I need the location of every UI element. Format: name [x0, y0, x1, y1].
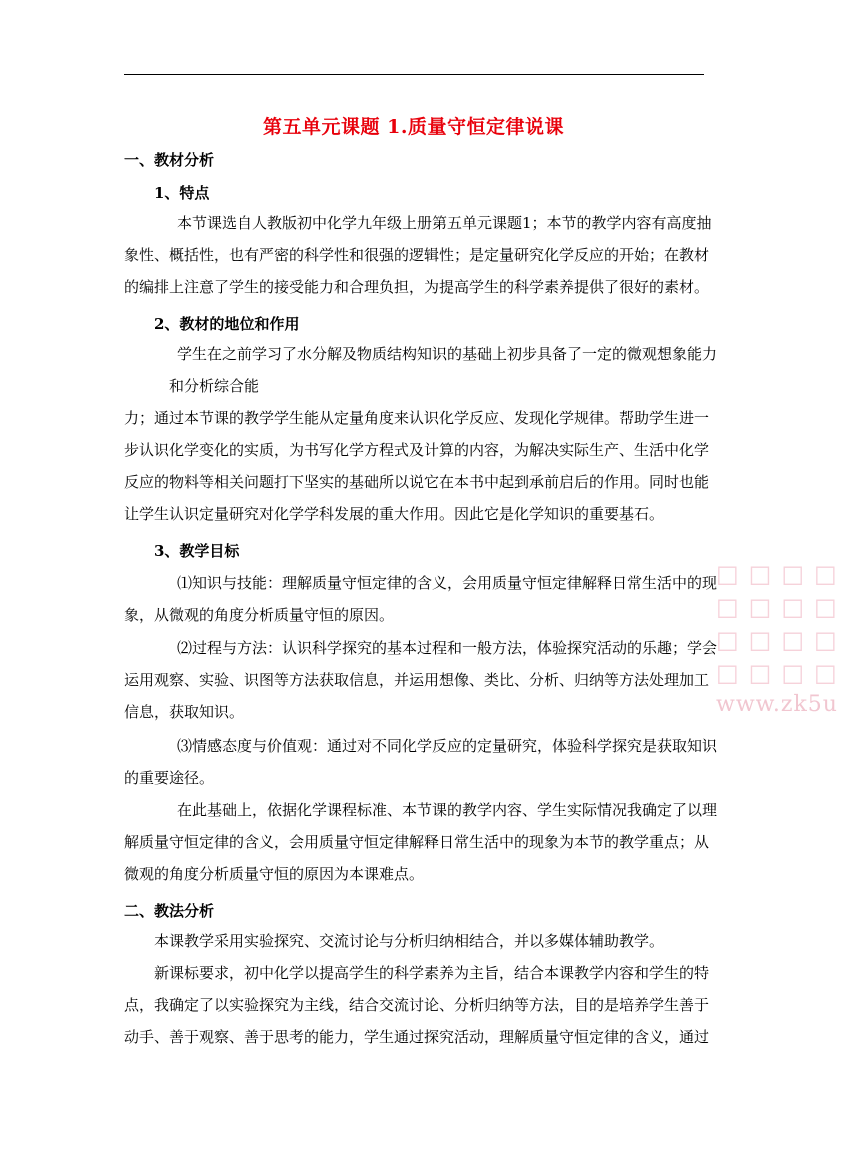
text-line: 反应的物料等相关问题打下坚实的基础所以说它在本书中起到承前启后的作用。同时也能 — [124, 473, 710, 491]
text-line: 和分析综合能 — [169, 377, 260, 395]
subheading-features: 1、特点 — [154, 184, 210, 202]
watermark-glyph-row: □□□□ — [716, 659, 847, 687]
text-line: 象性、概括性，也有严密的科学性和很强的逻辑性；是定量研究化学反应的开始；在教材 — [124, 246, 710, 264]
paragraph-features — [124, 207, 712, 303]
text-line: 运用观察、实验、识图等方法获取信息，并运用想像、类比、分析、归纳等方法处理加工 — [124, 671, 710, 689]
watermark-glyph-row: □□□□ — [716, 626, 847, 654]
paragraph-position-role — [124, 338, 718, 530]
section-heading-teaching-method: 二、教法分析 — [124, 902, 215, 920]
subheading-teaching-goals: 3、教学目标 — [154, 542, 240, 560]
text-line: ⑵过程与方法：认识科学探究的基本过程和一般方法，体验探究活动的乐趣；学会 — [177, 639, 718, 657]
subheading-position-role: 2、教材的地位和作用 — [154, 315, 300, 333]
text-line: 的重要途径。 — [124, 769, 215, 787]
text-line: 力；通过本节课的教学学生能从定量角度来认识化学反应、发现化学规律。帮助学生进一 — [124, 409, 710, 427]
text-line: ⑴知识与技能：理解质量守恒定律的含义，会用质量守恒定律解释日常生活中的现 — [177, 574, 718, 592]
text-line: 解质量守恒定律的含义，会用质量守恒定律解释日常生活中的现象为本节的教学重点；从 — [124, 833, 710, 851]
text-line: 点，我确定了以实验探究为主线，结合交流讨论、分析归纳等方法，目的是培养学生善于 — [124, 996, 710, 1014]
text-line: 微观的角度分析质量守恒的原因为本课难点。 — [124, 865, 425, 883]
text-line: 的编排上注意了学生的接受能力和合理负担，为提高学生的科学素养提供了很好的素材。 — [124, 278, 710, 296]
text-line: 动手、善于观察、善于思考的能力，学生通过探究活动，理解质量守恒定律的含义，通过 — [124, 1028, 710, 1046]
watermark-url: www.zk5u — [716, 692, 838, 717]
text-line: 新课标要求，初中化学以提高学生的科学素养为主旨，结合本课教学内容和学生的特 — [154, 964, 710, 982]
text-line: 本课教学采用实验探究、交流讨论与分析归纳相结合，并以多媒体辅助教学。 — [154, 932, 665, 950]
paragraph-method-intro — [124, 925, 704, 957]
watermark-glyph-row: □□□□ — [716, 593, 847, 621]
text-line: 象，从微观的角度分析质量守恒的原因。 — [124, 606, 395, 624]
paragraph-goal-process — [124, 632, 718, 728]
text-line: 在此基础上，依据化学课程标准、本节课的教学内容、学生实际情况我确定了以理 — [177, 801, 718, 819]
text-line: 信息，获取知识。 — [124, 703, 245, 721]
text-line: 让学生认识定量研究对化学学科发展的重大作用。因此它是化学知识的重要基石。 — [124, 505, 665, 523]
document-title: 第五单元课题 1.质量守恒定律说课 — [263, 116, 564, 138]
paragraph-method-detail — [124, 957, 710, 1053]
section-heading-textbook-analysis: 一、教材分析 — [124, 151, 215, 169]
paragraph-goal-attitude — [124, 730, 718, 794]
watermark-logo — [716, 558, 847, 728]
watermark-glyph-row: □□□□ — [716, 560, 847, 588]
paragraph-goals-summary — [124, 794, 718, 890]
header-rule — [124, 74, 704, 75]
paragraph-goal-knowledge — [124, 567, 718, 631]
text-line: 学生在之前学习了水分解及物质结构知识的基础上初步具备了一定的微观想象能力 — [177, 345, 718, 363]
text-line: 步认识化学变化的实质，为书写化学方程式及计算的内容，为解决实际生产、生活中化学 — [124, 441, 710, 459]
text-line: ⑶情感态度与价值观：通过对不同化学反应的定量研究，体验科学探究是获取知识 — [177, 737, 718, 755]
text-line: 本节课选自人教版初中化学九年级上册第五单元课题1；本节的教学内容有高度抽 — [177, 214, 712, 232]
